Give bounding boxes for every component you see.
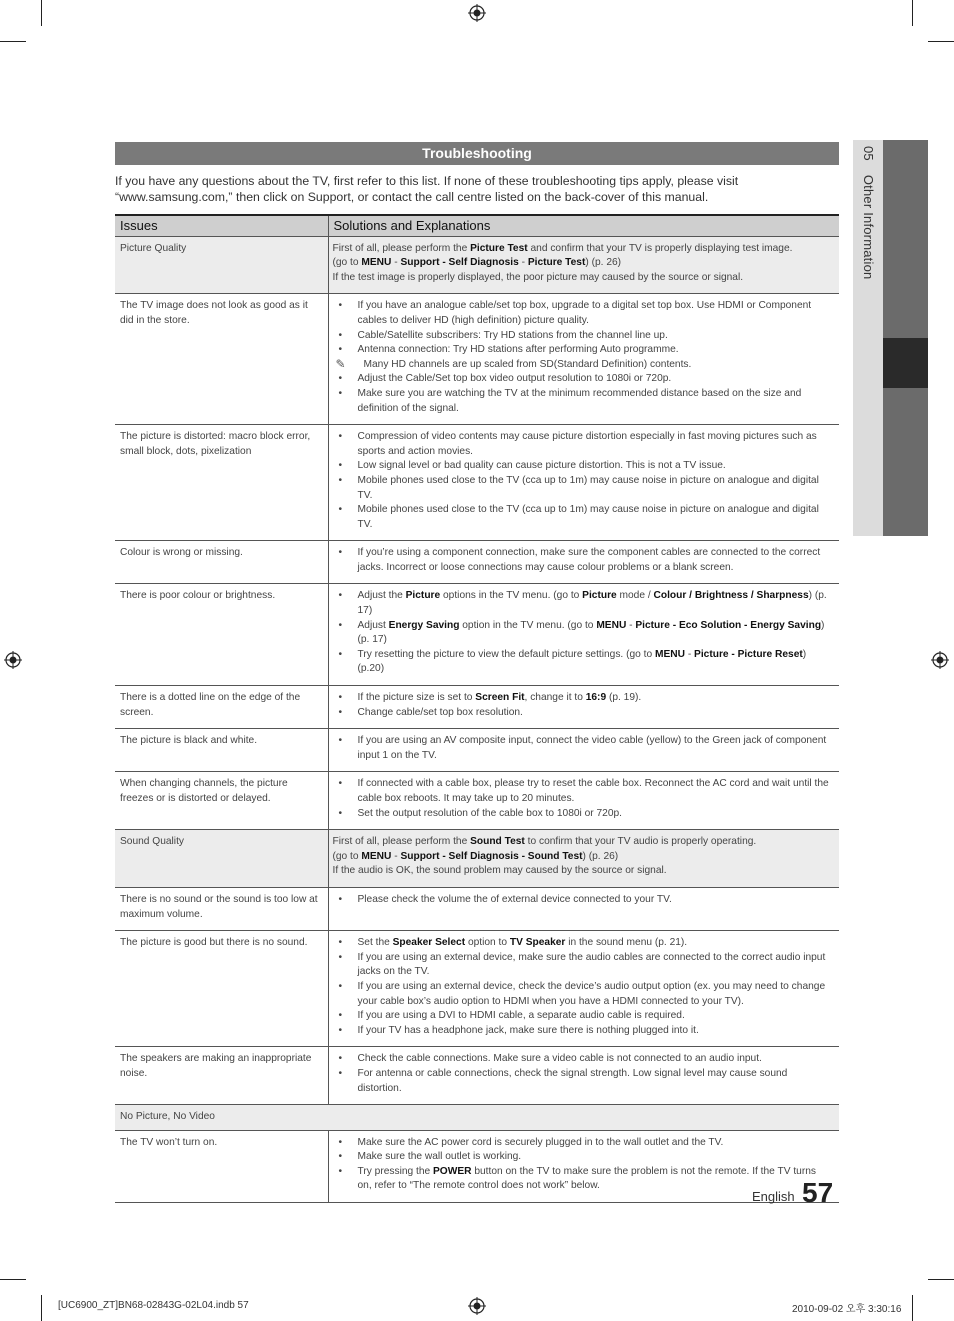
text: MENU — [361, 850, 392, 862]
table-row — [115, 887, 839, 930]
text: Many HD channels are up scaled from SD(Standard Definition) contents. — [363, 358, 692, 370]
list-item: • If your TV has a headphone jack, make sure there is nothing plugged into it. — [358, 1024, 835, 1039]
text: Picture — [405, 590, 441, 602]
section-row — [115, 1105, 839, 1131]
issue-cell: The picture is good but there is no sound. — [115, 931, 328, 1047]
list-item: • Make sure the AC power cord is securely plugged in to the wall outlet and the TV. — [358, 1136, 835, 1151]
text: Support - Self Diagnosis - Sound Test — [400, 850, 583, 862]
solution-cell — [328, 772, 839, 830]
list-item: • Compression of video contents may cause picture distortion especially in fast moving pictures such as sports and action movies. — [358, 430, 835, 459]
text: Picture — [582, 590, 617, 602]
issue-cell: The TV won’t turn on. — [115, 1130, 328, 1202]
list-item: • Antenna connection: Try HD stations after performing Auto programme. — [358, 343, 835, 358]
crop-mark — [0, 41, 26, 42]
text: POWER — [433, 1165, 472, 1177]
text: (go to — [332, 850, 362, 862]
crop-mark — [41, 1295, 42, 1321]
chapter-number: 05 — [861, 146, 876, 161]
text: First of all, please perform the — [332, 242, 471, 254]
list-item: • Make sure you are watching the TV at the minimum recommended distance based on the size and definition of the signal. — [358, 387, 835, 416]
text: option in the TV menu. (go to — [459, 619, 597, 631]
list-item: • Make sure the wall outlet is working. — [358, 1150, 835, 1165]
table-row — [115, 1047, 839, 1105]
list-item: • Please check the volume the of external device connected to your TV. — [358, 893, 835, 908]
solution-cell — [328, 830, 839, 888]
text: - — [518, 257, 528, 269]
text: , change it to — [524, 692, 586, 704]
text: - — [626, 619, 636, 631]
list-item: • If you have an analogue cable/set top box, upgrade to a digital set top box. Use HDMI or Component cables to deliver HD (high definition) picture quality. — [358, 299, 835, 328]
text: Energy Saving — [388, 619, 460, 631]
solution-cell — [328, 729, 839, 772]
column-header-issues: Issues — [115, 215, 328, 236]
table-row — [115, 584, 839, 686]
text: button on the TV to make sure the problem is not the remote. If the TV turns on, refer to “The remote control does not work” below. — [357, 1165, 816, 1192]
note — [334, 358, 835, 373]
text: ) (p.20) — [357, 648, 807, 675]
registration-mark-icon — [468, 4, 486, 22]
text: Picture Test — [470, 242, 528, 254]
text: If the audio is OK, the sound problem may caused by the source or signal. — [332, 865, 667, 877]
text: (go to — [332, 257, 362, 269]
list-item: • Cable/Satellite subscribers: Try HD stations from the channel line up. — [358, 329, 835, 344]
chapter-tab-label — [861, 146, 876, 279]
solution-cell — [328, 1047, 839, 1105]
issue-cell: The TV image does not look as good as it did in the store. — [115, 294, 328, 425]
section-heading: No Picture, No Video — [115, 1105, 839, 1131]
text: MENU — [361, 257, 392, 269]
text: and confirm that your TV is properly displaying test image. — [527, 242, 793, 254]
solution-cell — [328, 584, 839, 686]
text: Try resetting the picture to view the default picture settings. (go to — [357, 648, 655, 660]
text: Adjust — [357, 619, 389, 631]
table-row — [115, 772, 839, 830]
list-item: • Set the output resolution of the cable box to 1080i or 720p. — [358, 807, 835, 822]
crop-mark — [928, 1279, 954, 1280]
issue-cell: Picture Quality — [115, 236, 328, 294]
pencil-note-icon: ✎ — [335, 356, 346, 371]
list-item: • Check the cable connections. Make sure a video cable is not connected to an audio input. — [358, 1052, 835, 1067]
chapter-title: Other Information — [861, 174, 876, 280]
list-item: • If you’re using a component connection, make sure the component cables are connected to the correct jacks. Incorrect or loose connections may cause colour problems or a blank screen. — [358, 546, 835, 575]
text: If the picture size is set to — [357, 692, 476, 704]
list-item: • If you are using a DVI to HDMI cable, a separate audio cable is required. — [358, 1009, 835, 1024]
registration-mark-icon — [931, 651, 949, 669]
table-row — [115, 830, 839, 888]
text: options in the TV menu. (go to — [440, 590, 583, 602]
issue-cell: There is a dotted line on the edge of the screen. — [115, 686, 328, 729]
list-item: • If you are using an AV composite input, connect the video cable (yellow) to the Green jack of component input 1 on the TV. — [358, 734, 835, 763]
crop-mark — [928, 41, 954, 42]
issue-cell: When changing channels, the picture freezes or is distorted or delayed. — [115, 772, 328, 830]
column-header-solutions: Solutions and Explanations — [328, 215, 839, 236]
print-slug-date: 2010-09-02 오후 3:30:16 — [792, 1304, 902, 1315]
troubleshooting-table — [115, 214, 839, 1203]
text: Picture Test — [527, 257, 586, 269]
issue-cell: The picture is distorted: macro block error, small block, dots, pixelization — [115, 425, 328, 541]
text: ) (p. 17) — [357, 590, 827, 617]
table-row — [115, 294, 839, 425]
text: First of all, please perform the — [332, 836, 471, 848]
list-item: • For antenna or cable connections, check the signal strength. Low signal level may cause sound distortion. — [358, 1067, 835, 1096]
table-row — [115, 541, 839, 584]
solution-cell — [328, 541, 839, 584]
print-slug-file: [UC6900_ZT]BN68-02843G-02L04.indb 57 — [58, 1300, 249, 1311]
crop-mark — [0, 1279, 26, 1280]
crop-mark — [912, 0, 913, 26]
table-row — [115, 686, 839, 729]
list-item — [358, 619, 835, 648]
text: Picture - Eco Solution - Energy Saving — [635, 619, 822, 631]
issue-cell: There is poor colour or brightness. — [115, 584, 328, 686]
list-item: • If connected with a cable box, please try to reset the cable box. Reconnect the AC cord and wait until the cable box reboots. It may take up to 20 minutes. — [358, 777, 835, 806]
text: Picture - Picture Reset — [694, 648, 803, 660]
page-title: Troubleshooting — [115, 142, 839, 165]
text: ) (p. 17) — [357, 619, 825, 646]
text: - — [391, 850, 401, 862]
text: - — [684, 648, 695, 660]
issue-cell: There is no sound or the sound is too low at maximum volume. — [115, 887, 328, 930]
list-item: • Low signal level or bad quality can cause picture distortion. This is not a TV issue. — [358, 459, 835, 474]
issue-cell: The picture is black and white. — [115, 729, 328, 772]
solution-cell — [328, 425, 839, 541]
crop-mark — [41, 0, 42, 26]
footer-language: English — [752, 1189, 795, 1204]
solution-cell — [328, 931, 839, 1047]
text: in the sound menu (p. 21). — [565, 937, 688, 949]
list-item: • If you are using an external device, check the device’s audio output option (ex. you may need to change your cable box’s audio option to HDMI when you have a HDMI connected to your TV). — [358, 980, 835, 1009]
solution-cell — [328, 294, 839, 425]
list-item: • Mobile phones used close to the TV (cca up to 1m) may cause noise in picture on analogue and digital TV. — [358, 474, 835, 503]
issue-cell: Colour is wrong or missing. — [115, 541, 328, 584]
list-item — [358, 691, 835, 706]
text: ) (p. 26) — [582, 850, 619, 862]
text: Try pressing the — [357, 1165, 433, 1177]
text: (p. 19). — [606, 692, 642, 704]
text: If the test image is properly displayed, the poor picture may caused by the source or signal. — [332, 271, 744, 283]
text: Support - Self Diagnosis — [400, 257, 519, 269]
text: 16:9 — [585, 692, 607, 704]
crop-mark — [912, 1295, 913, 1321]
registration-mark-icon — [468, 1297, 486, 1315]
solution-cell — [328, 686, 839, 729]
table-row — [115, 425, 839, 541]
list-item — [358, 589, 835, 618]
intro-paragraph: If you have any questions about the TV, first refer to this list. If none of these troubleshooting tips apply, please visit “www.samsung.com,” then click on Support, or contact the call centre listed on the back-cover of this manual. — [115, 174, 739, 204]
text: TV Speaker — [509, 937, 566, 949]
text: to confirm that your TV audio is properly operating. — [524, 836, 757, 848]
text: ) (p. 26) — [585, 257, 622, 269]
list-item — [358, 648, 835, 677]
list-item: • Change cable/set top box resolution. — [358, 706, 835, 721]
table-row — [115, 931, 839, 1047]
text: - — [391, 257, 401, 269]
registration-mark-icon — [4, 651, 22, 669]
solution-cell — [328, 887, 839, 930]
list-item — [358, 936, 835, 951]
page-number: 57 — [802, 1177, 834, 1208]
table-row — [115, 236, 839, 294]
issue-cell: Sound Quality — [115, 830, 328, 888]
text: Set the — [357, 937, 393, 949]
text: Screen Fit — [475, 692, 525, 704]
table-header-row — [115, 215, 839, 236]
list-item: • Mobile phones used close to the TV (cca up to 1m) may cause noise in picture on analogue and digital TV. — [358, 503, 835, 532]
list-item: • Adjust the Cable/Set top box video output resolution to 1080i or 720p. — [358, 372, 835, 387]
list-item: • If you are using an external device, make sure the audio cables are connected to the correct audio input jacks on the TV. — [358, 951, 835, 980]
text: mode / — [616, 590, 654, 602]
text: option to — [465, 937, 510, 949]
text: Speaker Select — [392, 937, 466, 949]
solution-cell — [328, 236, 839, 294]
chapter-tab-marker — [883, 338, 928, 388]
text: Adjust the — [357, 590, 406, 602]
text: Sound Test — [470, 836, 525, 848]
text: MENU — [596, 619, 627, 631]
issue-cell: The speakers are making an inappropriate noise. — [115, 1047, 328, 1105]
text: MENU — [654, 648, 685, 660]
table-row — [115, 729, 839, 772]
text: Colour / Brightness / Sharpness — [653, 590, 809, 602]
table-row — [115, 1130, 839, 1202]
